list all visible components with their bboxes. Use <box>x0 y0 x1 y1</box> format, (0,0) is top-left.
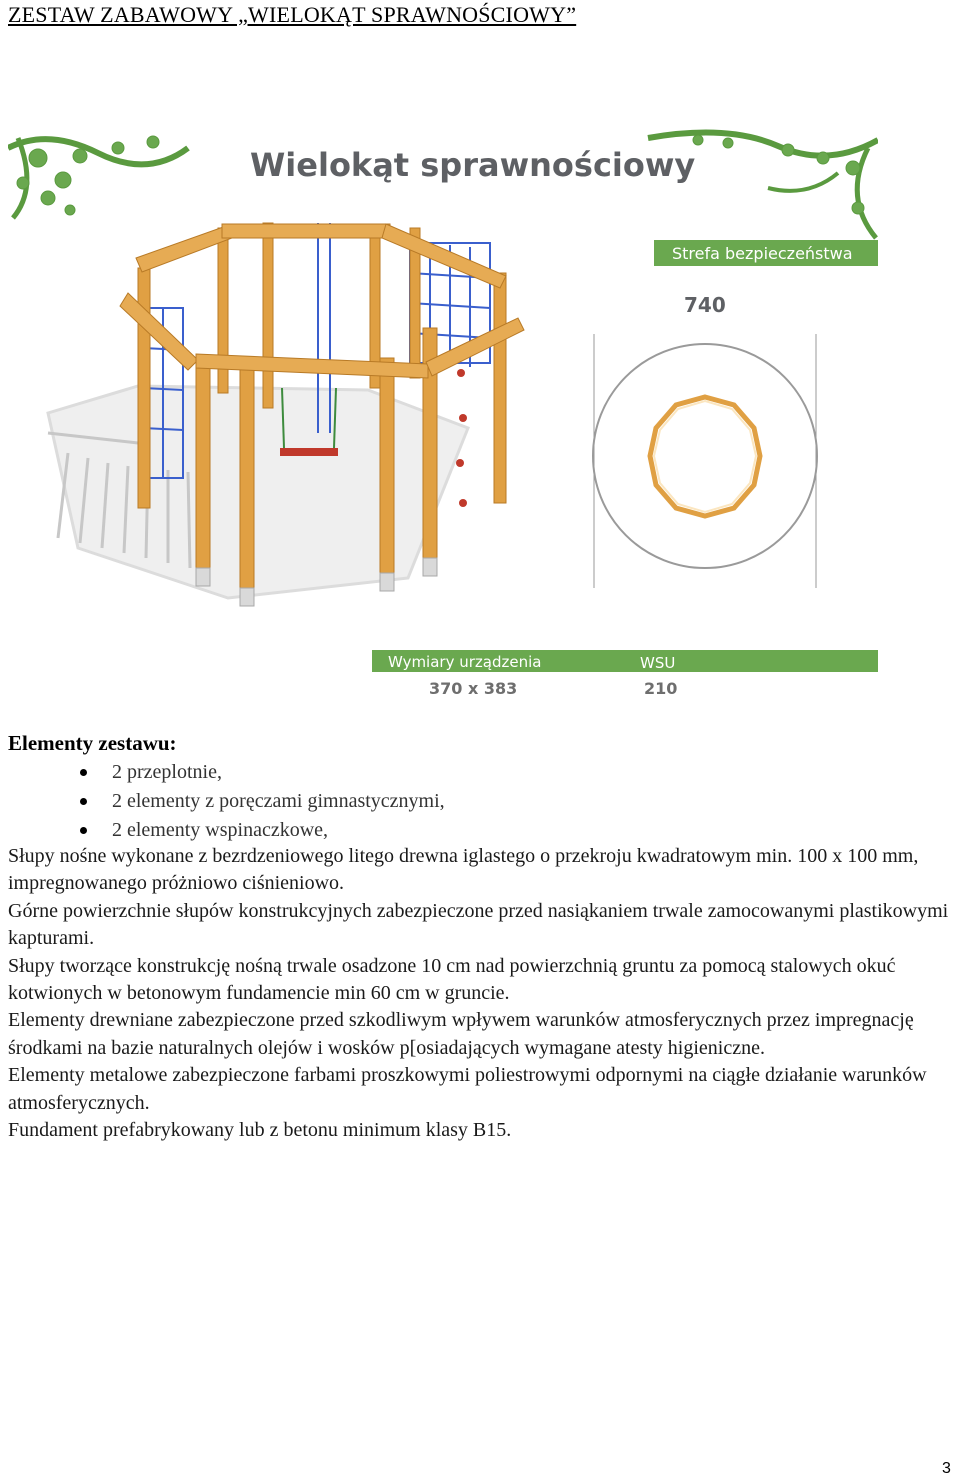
paragraph-wood-protection: Elementy drewniane zabezpieczone przed szkodliwym wpływem warunków atmosferycznych przez impregnację środkami na bazie naturalnych olejów i wosków p[osiadających wymagane atesty higieniczne. <box>8 1009 914 1059</box>
description <box>8 843 958 1144</box>
banner-title: Wielokąt sprawnościowy <box>250 146 696 184</box>
bullet-icon <box>80 769 87 776</box>
list-item-text: 2 przeplotnie, <box>112 761 222 783</box>
safety-zone-value: 740 <box>684 293 726 317</box>
list-item-text: 2 elementy wspinaczkowe, <box>112 819 329 841</box>
page-number: 3 <box>942 1460 951 1477</box>
list-item <box>0 787 445 816</box>
list-item <box>0 758 445 787</box>
document-title: ZESTAW ZABAWOWY „WIELOKĄT SPRAWNOŚCIOWY” <box>8 2 577 27</box>
paragraph-foundation: Fundament prefabrykowany lub z betonu minimum klasy B15. <box>8 1119 512 1142</box>
dimensions-value: 370 x 383 <box>429 679 518 698</box>
paragraph-metal-protection: Elementy metalowe zabezpieczone farbami proszkowymi poliestrowymi odpornymi na ciągłe działanie warunków atmosferycznych. <box>8 1064 927 1114</box>
dimensions-label: Wymiary urządzenia <box>388 653 542 671</box>
bullet-icon <box>80 827 87 834</box>
items-list <box>0 758 445 845</box>
paragraph-caps: Górne powierzchnie słupów konstrukcyjnych zabezpieczone przed nasiąkaniem trwale zamocowanymi plastikowymi kapturami. <box>8 899 949 950</box>
wsu-label: WSU <box>640 654 676 672</box>
bullet-icon <box>80 798 87 805</box>
wsu-value: 210 <box>644 679 678 698</box>
list-item <box>0 816 445 845</box>
paragraph-anchoring: Słupy tworzące konstrukcję nośną trwale osadzone 10 cm nad powierzchnią gruntu za pomocą stalowych okuć kotwionych w betonowym fundamencie min 60 cm w gruncie. <box>8 954 896 1005</box>
paragraph-posts: Słupy nośne wykonane z bezrdzeniowego litego drewna iglastego o przekroju kwadratowym min. 100 x 100 mm, impregnowanego próżniowo ciśnieniowo. <box>8 845 919 895</box>
list-item-text: 2 elementy z poręczami gimnastycznymi, <box>112 790 445 812</box>
section-title: Elementy zestawu: <box>8 731 177 755</box>
safety-zone-label: Strefa bezpieczeństwa <box>672 244 853 263</box>
product-figure <box>8 128 878 706</box>
